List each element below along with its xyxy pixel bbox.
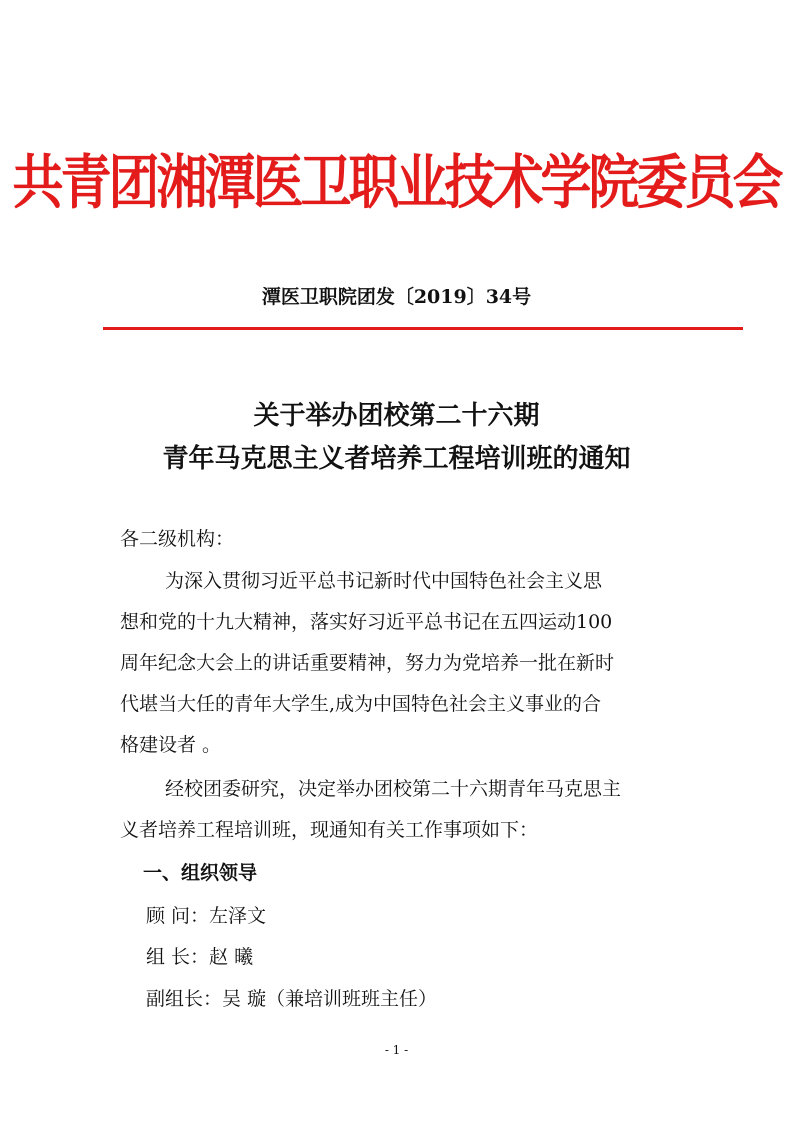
paragraph-line: 经校团委研究，决定举办团校第二十六期青年马克思主 (165, 778, 622, 800)
paragraph-line: 代堪当大任的青年大学生,成为中国特色社会主义事业的合 (120, 693, 602, 715)
leader-row (146, 942, 253, 969)
leader-role: 副组长： (146, 988, 223, 1010)
red-divider (103, 327, 743, 330)
document-number: 潭医卫职院团发〔2019〕34号 (261, 286, 532, 308)
leader-role: 顾 问： (146, 905, 210, 927)
salutation: 各二级机构： (120, 528, 235, 550)
leader-row (146, 901, 266, 928)
paragraph-line: 想和党的十九大精神，落实好习近平总书记在五四运动100 (120, 611, 613, 633)
paragraph-line: 义者培养工程培训班，现通知有关工作事项如下： (120, 819, 539, 841)
page-number: - 1 - (384, 1043, 409, 1057)
paragraph-line: 周年纪念大会上的讲话重要精神，努力为党培养一批在新时 (120, 652, 615, 674)
notice-title-line-1: 关于举办团校第二十六期 (253, 401, 540, 431)
section-heading: 一、组织领导 (143, 862, 258, 884)
org-masthead: 共青团湘潭医卫职业技术学院委员会 (12, 149, 781, 218)
paragraph-line: 格建设者 。 (120, 734, 222, 756)
leader-name: 吴 璇（兼培训班班主任） (222, 988, 438, 1010)
leader-role: 组 长： (146, 946, 210, 968)
paragraph-line: 为深入贯彻习近平总书记新时代中国特色社会主义思 (165, 570, 603, 592)
leader-row (146, 984, 437, 1011)
leader-name: 左泽文 (209, 905, 267, 927)
notice-title-line-2: 青年马克思主义者培养工程培训班的通知 (162, 444, 631, 474)
leader-name: 赵 曦 (209, 946, 254, 968)
